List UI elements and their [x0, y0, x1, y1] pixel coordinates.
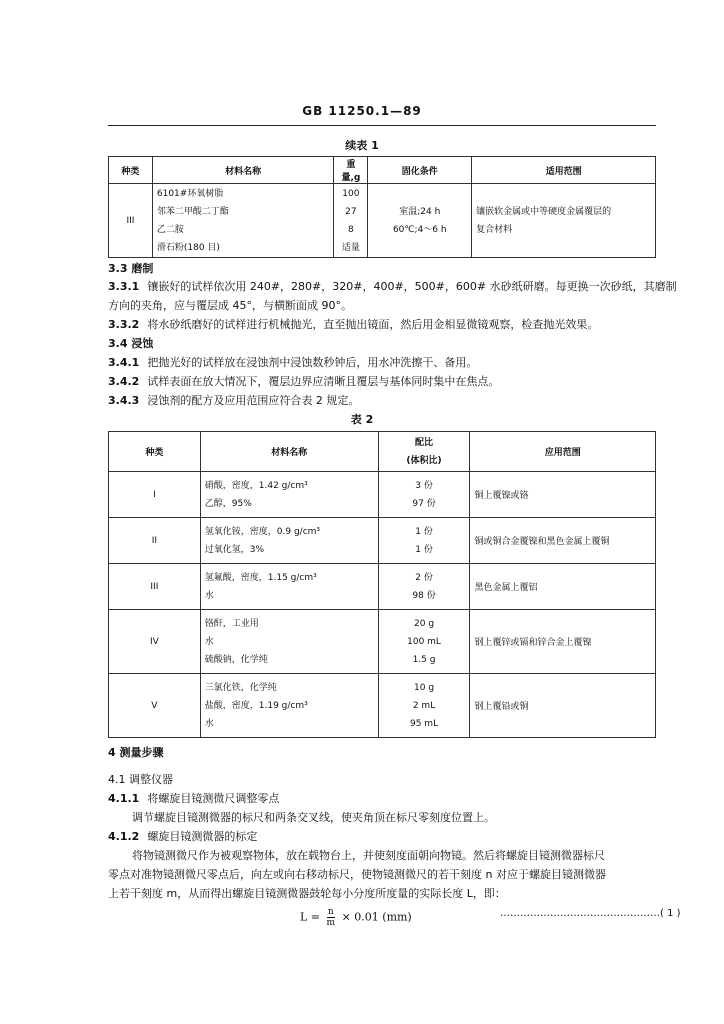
t1-material: 邻苯二甲酸二丁酯 [156, 206, 229, 217]
table-row [109, 610, 656, 674]
t2-type: V [109, 674, 201, 738]
t1-weight: 100 [342, 188, 360, 199]
formula-denominator: m [326, 918, 336, 928]
para-text: 螺旋目镜测微器的标定 [147, 830, 258, 843]
para-4-1-2-l1: 将物镜测微尺作为被观察物体，放在载物台上，并使刻度面朝向物镜。然后将螺旋目镜测微器标尺 [132, 849, 605, 862]
para-4-1-2 [108, 827, 656, 847]
formula-fraction [327, 907, 336, 928]
t2-material: 水 [204, 590, 214, 601]
t2-header-ratio [378, 432, 470, 472]
table-row [109, 472, 656, 518]
t2-scope: 钢上覆锌或镉和锌合金上覆镍 [470, 610, 656, 674]
t1-header-weight: 重量,g [334, 157, 368, 184]
formula-1 [300, 907, 412, 928]
t2-ratio: 100 mL [407, 636, 441, 647]
t2-ratio: 2 mL [412, 700, 436, 711]
t1-curing-line: 室温;24 h [399, 206, 441, 217]
table-row [109, 518, 656, 564]
t2-header-material: 材料名称 [200, 432, 378, 472]
para-text: 将水砂纸磨好的试样进行机械抛光，直至抛出镜面，然后用金相显微镜观察，检查抛光效果。 [147, 318, 599, 331]
para-number: 3.4.3 [108, 394, 140, 407]
table1 [108, 156, 656, 258]
t1-weight: 27 [345, 206, 357, 217]
t2-ratio: 1 份 [415, 544, 433, 555]
t2-material: 三氯化铁，化学纯 [204, 682, 277, 693]
para-3-3-1-cont: 方向的夹角，应与覆层成 45°，与横断面成 90°。 [108, 299, 352, 312]
section-4-1-title: 4.1 调整仪器 [108, 773, 173, 786]
t2-ratio: 3 份 [415, 480, 433, 491]
t2-material: 乙醇，95% [204, 498, 252, 509]
t2-scope: 铜或铜合金覆镍和黑色金属上覆铜 [470, 518, 656, 564]
t2-header-ratio-line: (体积比) [406, 455, 442, 466]
t2-scope: 铜上覆镍或铬 [470, 472, 656, 518]
t2-material: 铬酐，工业用 [204, 618, 259, 629]
standard-number: GB 11250.1—89 [302, 104, 422, 118]
t2-ratio: 95 mL [409, 718, 439, 729]
t2-material: 水 [204, 636, 214, 647]
para-text: 把抛光好的试样放在浸蚀剂中浸蚀数秒钟后，用水冲洗擦干、备用。 [147, 356, 478, 369]
para-number: 3.4.1 [108, 356, 140, 369]
table2 [108, 431, 656, 738]
t1-scope-line: 复合材料 [476, 224, 513, 235]
t2-material: 过氧化氢，3% [204, 544, 265, 555]
para-4-1-2-l3: 上若干刻度 m，从而得出螺旋目镜测微器鼓轮每小分度所度量的实际长度 L，即： [108, 887, 506, 900]
section-3-4-title: 3.4 浸蚀 [108, 337, 154, 350]
para-4-1-2-l2: 零点对准物镜测微尺零点后，向左或向右移动标尺，使物镜测微尺的若干刻度 n 对应于螺旋目镜测微器 [108, 868, 606, 881]
t2-material: 硝酸，密度，1.42 g/cm³ [204, 480, 308, 491]
table-row [109, 184, 656, 258]
t1-header-curing: 固化条件 [368, 157, 472, 184]
t1-material: 乙二胺 [156, 224, 184, 235]
table-row [109, 674, 656, 738]
section-4-title: 4 测量步骤 [108, 746, 164, 759]
para-3-3-1 [108, 277, 677, 297]
t2-type: III [109, 564, 201, 610]
t2-material: 硫酸钠，化学纯 [204, 654, 268, 665]
t1-weight: 8 [348, 224, 354, 235]
t2-ratio: 1 份 [415, 526, 433, 537]
t2-ratio: 10 g [414, 682, 435, 693]
para-3-3-2 [108, 315, 656, 335]
t1-header-type: 种类 [109, 157, 153, 184]
t1-material: 6101#环氧树脂 [156, 188, 224, 199]
para-text: 浸蚀剂的配方及应用范围应符合表 2 规定。 [147, 394, 360, 407]
t1-curing-line: 60℃;4～6 h [392, 224, 447, 235]
para-4-1-1 [108, 789, 656, 809]
t2-ratio: 97 份 [412, 498, 436, 509]
header-rule [108, 125, 656, 126]
t2-type: IV [109, 610, 201, 674]
para-text: 镶嵌好的试样依次用 240#，280#，320#，400#，500#，600# 水砂纸研磨。每更换一次砂纸，其磨制 [147, 280, 677, 293]
t2-material: 水 [204, 718, 214, 729]
para-3-4-2 [108, 372, 656, 392]
t2-material: 氢氧化铵，密度，0.9 g/cm³ [204, 526, 321, 537]
t1-weights [334, 184, 368, 258]
t2-type: II [109, 518, 201, 564]
t1-header-scope: 适用范围 [472, 157, 656, 184]
t2-material: 氢氟酸，密度，1.15 g/cm³ [204, 572, 317, 583]
para-text: 将螺旋目镜测微尺调整零点 [147, 792, 280, 805]
t1-weight: 适量 [341, 242, 360, 253]
t1-scope [472, 184, 656, 258]
para-3-4-3 [108, 391, 656, 411]
t1-materials [152, 184, 334, 258]
formula-numerator: n [327, 907, 334, 917]
para-text: 试样表面在放大情况下，覆层边界应清晰且覆层与基体同时集中在焦点。 [147, 375, 500, 388]
t2-header-type: 种类 [109, 432, 201, 472]
t2-ratio: 2 份 [415, 572, 433, 583]
para-number: 4.1.2 [108, 830, 140, 843]
t2-ratio: 98 份 [412, 590, 436, 601]
t1-scope-line: 镶嵌软金属或中等硬度金属覆层的 [476, 206, 612, 217]
table1-caption: 续表 1 [345, 139, 379, 152]
t1-material: 滑石粉(180 目) [156, 242, 220, 253]
table2-caption: 表 2 [350, 413, 374, 426]
t1-header-material: 材料名称 [152, 157, 334, 184]
para-number: 3.4.2 [108, 375, 140, 388]
t1-type: III [109, 184, 153, 258]
table-row [109, 564, 656, 610]
t2-type: I [109, 472, 201, 518]
t2-header-ratio-line: 配比 [415, 437, 434, 448]
para-number: 3.3.2 [108, 318, 140, 331]
t2-material: 盐酸，密度，1.19 g/cm³ [204, 700, 308, 711]
para-number: 4.1.1 [108, 792, 140, 805]
formula-rhs: × 0.01 (mm) [341, 910, 412, 924]
t1-curing [368, 184, 472, 258]
t2-ratio: 1.5 g [412, 654, 436, 665]
para-4-1-1-body: 调节螺旋目镜测微器的标尺和两条交叉线，使夹角顶在标尺零刻度位置上。 [132, 811, 495, 824]
t2-header-scope: 应用范围 [470, 432, 656, 472]
section-3-3-title: 3.3 磨制 [108, 262, 154, 275]
t2-scope: 钢上覆铅或铜 [470, 674, 656, 738]
equation-number: …………………………………………( 1 ) [500, 908, 681, 919]
para-3-4-1 [108, 353, 656, 373]
para-number: 3.3.1 [108, 280, 140, 293]
formula-lhs: L = [300, 910, 321, 924]
t2-ratio: 20 g [414, 618, 435, 629]
t2-scope: 黑色金属上覆铝 [470, 564, 656, 610]
